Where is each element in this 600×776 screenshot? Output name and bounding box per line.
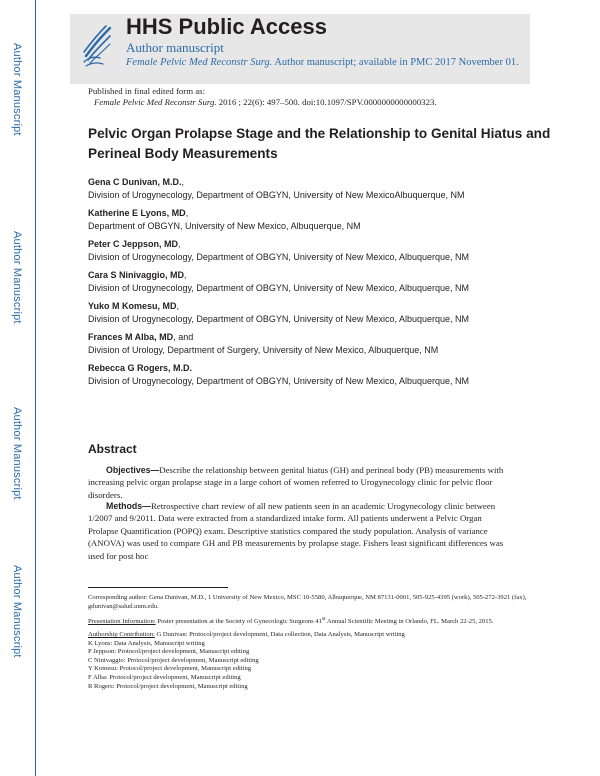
contribution-line: F Alba: Protocol/project development, Manuscript editing (88, 673, 241, 681)
side-label-author-manuscript: Author Manuscript (11, 42, 23, 136)
author-entry (88, 238, 568, 264)
hhs-eagle-icon (80, 22, 114, 68)
abstract-objectives (88, 464, 506, 501)
methods-label: Methods— (106, 501, 151, 511)
author-entry (88, 176, 568, 202)
hhs-title: HHS Public Access (126, 14, 327, 39)
author-name: Katherine E Lyons, MD (88, 208, 186, 218)
author-affiliation: Division of Urogynecology, Department of OBGYN, University of New Mexico, Albuquerque, NM (88, 376, 469, 386)
citation-journal: Female Pelvic Med Reconstr Surg. (94, 97, 217, 107)
author-suffix: , (178, 239, 181, 249)
article-title: Pelvic Organ Prolapse Stage and the Relationship to Genital Hiatus and Perineal Body Measurements (88, 126, 551, 161)
author-suffix: , (185, 208, 189, 218)
author-entry (88, 207, 568, 233)
abstract-heading: Abstract (88, 442, 137, 456)
author-affiliation: Division of Urogynecology, Department of OBGYN, University of New Mexico, Albuquerque, NM (88, 283, 469, 293)
author-list (88, 176, 568, 393)
contribution-line: P Jeppson: Protocol/project development, Manuscript editing (88, 648, 250, 656)
side-label-author-manuscript: Author Manuscript (11, 230, 23, 324)
author-name: Yuko M Komesu, MD (88, 301, 177, 311)
author-affiliation: Department of OBGYN, University of New Mexico, Albuquerque, NM (88, 221, 361, 231)
author-suffix: , and (173, 332, 194, 342)
author-suffix: , (176, 301, 180, 311)
corresponding-author-note: Corresponding author: Gena Dunivan, M.D., 1 University of New Mexico, MSC 10-5580, Albuquerque, NM 87131-0001, 505-925-4395 (work), 505-272-3921 (fax), gdunivan@salud.unm.edu. (88, 594, 527, 610)
objectives-label: Objectives— (106, 465, 160, 475)
contribution-line: R Rogers: Protocol/project development, Manuscript editing (88, 682, 248, 690)
author-name: Rebecca G Rogers, M.D. (88, 363, 193, 373)
presentation-note (88, 615, 528, 627)
author-entry (88, 362, 568, 388)
contribution-label: Authorship Contribution: (88, 630, 155, 638)
publication-intro: Published in final edited form as: (88, 86, 206, 96)
author-suffix: , (184, 270, 187, 280)
author-suffix: , (181, 177, 185, 187)
side-label-author-manuscript: Author Manuscript (11, 564, 23, 658)
author-entry (88, 331, 568, 357)
author-affiliation: Division of Urogynecology, Department of OBGYN, University of New MexicoAlbuquerque, NM (88, 190, 465, 200)
methods-text: Retrospective chart review of all new patients seen in an academic Urogynecology clinic between 1/2007 and 9/2011. Data were extracted from a standardized intake form. All patients underwent a Pelvic Organ Prolapse Quantification (POPQ) exam. Descriptive statistics compared the study population. Analysis of variance (ANOVA) was used to compare GH and PB measurements by prolapse stage. Fishers least significant differences was used for post hoc (88, 501, 504, 561)
author-name: Peter C Jeppson, MD (88, 239, 179, 249)
contribution-note (88, 631, 528, 691)
presentation-label: Presentation Information: (88, 618, 156, 626)
availability-journal: Female Pelvic Med Reconstr Surg. (126, 57, 273, 68)
footnotes (88, 594, 528, 691)
side-rule (35, 0, 36, 776)
author-entry (88, 269, 568, 295)
contribution-line: C Ninivaggio: Protocol/project development, Manuscript editing (88, 656, 259, 664)
publication-info (88, 86, 568, 108)
abstract-methods (88, 500, 506, 562)
contribution-line: K Lyons: Data Analysis, Manuscript writing (88, 639, 205, 647)
contribution-line: G Dunivan: Protocol/project development, Data collection, Data Analysis, Manuscript writing (154, 630, 405, 638)
author-name: Frances M Alba, MD (88, 332, 174, 342)
author-affiliation: Division of Urogynecology, Department of OBGYN, University of New Mexico, Albuquerque, NM (88, 314, 469, 324)
presentation-text: Poster presentation at the Society of Gynecologic Surgeons 41 (155, 618, 322, 626)
author-manuscript-label: Author manuscript (126, 40, 224, 55)
author-affiliation: Division of Urology, Department of Surgery, University of New Mexico, Albuquerque, NM (88, 345, 439, 355)
publication-citation (88, 97, 568, 108)
footnote-divider (88, 587, 228, 588)
citation-detail: 2016 ; 22(6): 497–500. doi:10.1097/SPV.0000000000000323. (216, 97, 437, 107)
presentation-sup: st (321, 616, 326, 623)
availability-note (126, 56, 522, 69)
presentation-text-end: Annual Scientific Meeting in Orlando, FL. March 22-25, 2015. (325, 618, 494, 626)
objectives-text: Describe the relationship between genital hiatus (GH) and perineal body (PB) measurements with increasing pelvic organ prolapse stage in a large cohort of women referred to Urogynecology clinic for pelvic floor disorders. (88, 465, 504, 500)
author-affiliation: Division of Urogynecology, Department of OBGYN, University of New Mexico, Albuquerque, NM (88, 252, 469, 262)
author-name: Gena C Dunivan, M.D. (88, 177, 182, 187)
availability-text: Author manuscript; available in PMC 2017 November 01. (272, 57, 519, 68)
contribution-line: Y Komesu: Protocol/project development, Manuscript editing (88, 665, 252, 673)
side-label-author-manuscript: Author Manuscript (11, 406, 23, 500)
author-entry (88, 300, 568, 326)
author-name: Cara S Ninivaggio, MD (88, 270, 185, 280)
